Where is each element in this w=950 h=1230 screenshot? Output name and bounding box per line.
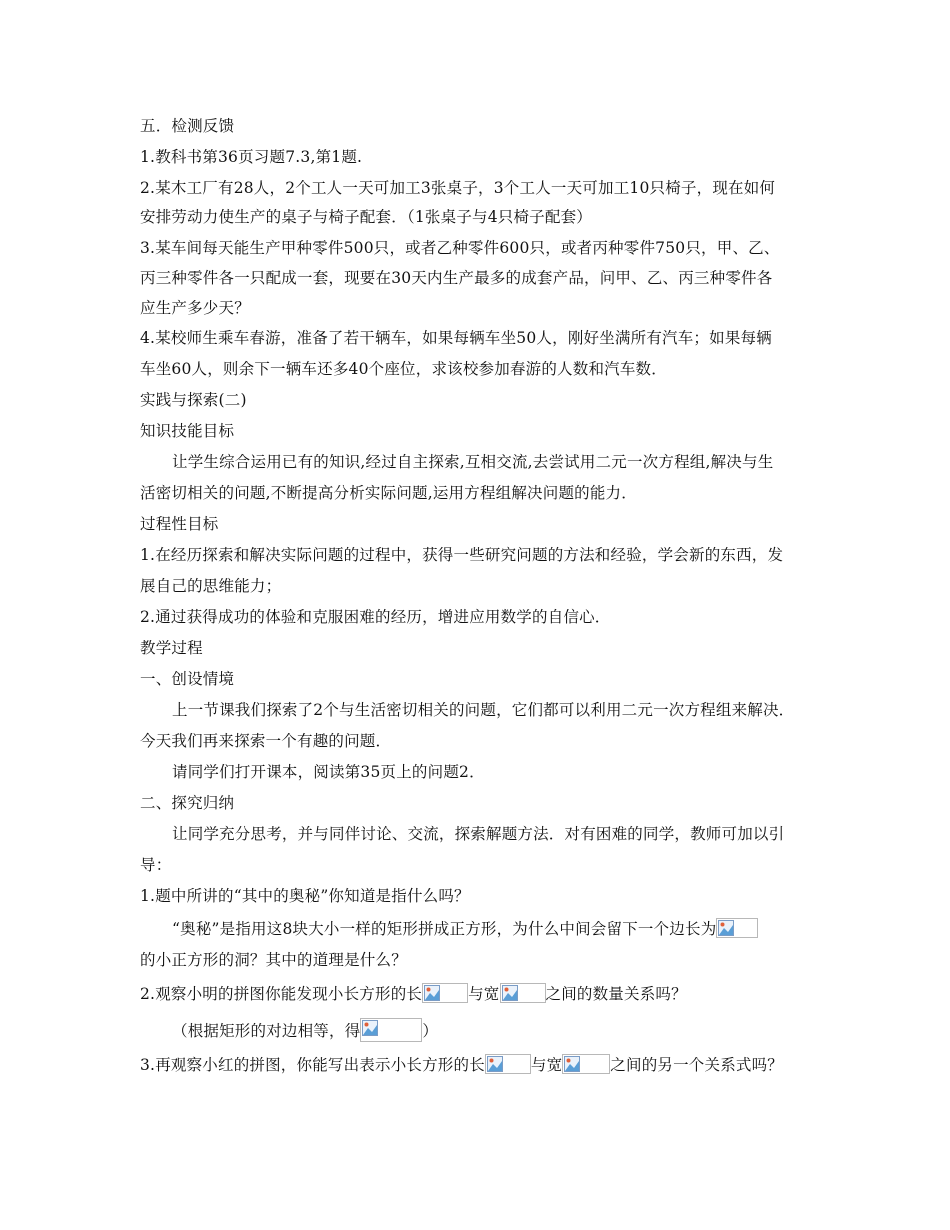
text-line: 丙三种零件各一只配成一套，现要在30天内生产最多的成套产品，问甲、乙、丙三种零件各 — [140, 269, 773, 287]
question-2-text-after: 之间的数量关系吗？ — [545, 985, 687, 1003]
text-line: 车坐60人，则余下一辆车还多40个座位，求该校参加春游的人数和汽车数． — [140, 360, 667, 378]
question-2-text-mid: 与宽 — [468, 985, 500, 1003]
text-line: 1.在经历探索和解决实际问题的过程中，获得一些研究问题的方法和经验，学会新的东西，发 — [140, 546, 784, 564]
question-1-explanation — [172, 918, 758, 939]
question-1-explanation-text: “奥秘”是指用这8块大小一样的矩形拼成正方形，为什么中间会留下一个边长为 — [172, 920, 717, 938]
text-line: 4.某校师生乘车春游，准备了若干辆车，如果每辆车坐50人，刚好坐满所有汽车；如果每辆 — [140, 329, 772, 347]
broken-image-icon — [500, 983, 546, 1003]
question-2-hint-text: （根据矩形的对边相等，得 — [172, 1022, 361, 1040]
text-line: 2.某木工厂有28人，2个工人一天可加工3张桌子，3个工人一天可加工10只椅子，现在如何 — [140, 179, 776, 197]
heading-scenario: 一、创设情境 — [140, 670, 235, 688]
text-line: 导： — [140, 856, 172, 874]
question-3-text-mid: 与宽 — [530, 1056, 563, 1074]
broken-image-icon — [422, 983, 468, 1003]
broken-image-icon — [562, 1054, 610, 1074]
text-line: 上一节课我们探索了2个与生活密切相关的问题，它们都可以利用二元一次方程组来解决． — [172, 701, 795, 719]
text-line: 活密切相关的问题,不断提高分析实际问题,运用方程组解决问题的能力． — [140, 484, 637, 502]
text-line: 展自己的思维能力； — [140, 577, 282, 595]
question-3-text-after: 之间的另一个关系式吗？ — [610, 1056, 783, 1074]
text-line: 1.教科书第36页习题7.3,第1题. — [140, 148, 363, 166]
text-line: 安排劳动力使生产的桌子与椅子配套．（1张桌子与4只椅子配套） — [140, 208, 592, 226]
question-2 — [140, 983, 687, 1004]
question-2-hint — [172, 1018, 438, 1042]
question-3-text-before: 3.再观察小红的拼图，你能写出表示小长方形的长 — [140, 1056, 485, 1074]
heading-teaching-process: 教学过程 — [140, 639, 203, 657]
broken-image-icon — [360, 1018, 422, 1042]
text-line: 让学生综合运用已有的知识,经过自主探索,互相交流,去尝试用二元一次方程组,解决与生 — [172, 453, 774, 471]
text-line: 应生产多少天？ — [140, 299, 250, 317]
text-line: 3.某车间每天能生产甲种零件500只，或者乙种零件600只，或者丙种零件750只，甲、乙、 — [140, 239, 780, 257]
text-line: 请同学们打开课本，阅读第35页上的问题2． — [172, 763, 485, 781]
broken-image-icon — [485, 1054, 531, 1074]
text-line: 今天我们再来探索一个有趣的问题． — [140, 732, 392, 750]
question-2-hint-close: ） — [422, 1022, 439, 1040]
section-title-feedback: 五．检测反馈 — [140, 117, 235, 135]
text-line: 2.通过获得成功的体验和克服困难的经历，增进应用数学的自信心． — [140, 608, 611, 626]
heading-skill-goal: 知识技能目标 — [140, 422, 235, 440]
heading-explore: 二、探究归纳 — [140, 794, 235, 812]
question-3 — [140, 1054, 783, 1075]
question-1: 1.题中所讲的“其中的奥秘”你知道是指什么吗？ — [140, 887, 470, 905]
question-2-text-before: 2.观察小明的拼图你能发现小长方形的长 — [140, 985, 423, 1003]
lesson-title: 实践与探索(二) — [140, 391, 247, 409]
heading-process-goal: 过程性目标 — [140, 515, 219, 533]
text-line: 让同学充分思考，并与同伴讨论、交流，探索解题方法．对有困难的同学，教师可加以引 — [172, 825, 785, 843]
broken-image-icon — [716, 918, 758, 938]
text-line: 的小正方形的洞？其中的道理是什么？ — [140, 951, 407, 969]
